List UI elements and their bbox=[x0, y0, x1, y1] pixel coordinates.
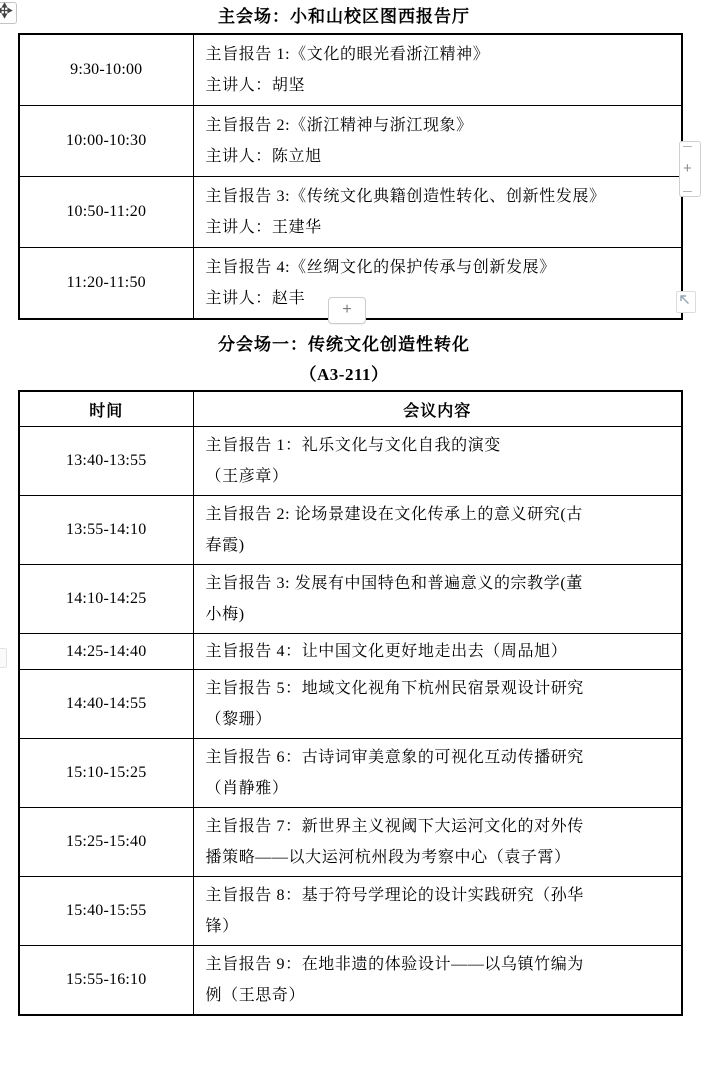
time-cell[interactable]: 14:40-14:55 bbox=[19, 670, 193, 739]
content-line: 主旨报告 9：在地非遗的体验设计——以乌镇竹编为 bbox=[205, 956, 584, 973]
content-line: 春霞) bbox=[205, 537, 245, 554]
content-line: （黎珊） bbox=[205, 711, 272, 728]
table-row bbox=[19, 808, 682, 877]
add-row-button[interactable] bbox=[328, 297, 366, 324]
content-cell[interactable] bbox=[193, 427, 682, 496]
col-header-time[interactable]: 时间 bbox=[19, 391, 193, 427]
content-cell[interactable] bbox=[193, 106, 682, 177]
time-cell[interactable]: 13:55-14:10 bbox=[19, 496, 193, 565]
content-line: 主旨报告 5：地域文化视角下杭州民宿景观设计研究 bbox=[205, 680, 584, 697]
content-cell[interactable] bbox=[193, 946, 682, 1016]
content-cell[interactable] bbox=[193, 34, 682, 106]
table-row bbox=[19, 565, 682, 634]
table-row bbox=[19, 427, 682, 496]
table-row bbox=[19, 106, 682, 177]
table-row bbox=[19, 739, 682, 808]
time-cell[interactable]: 14:10-14:25 bbox=[19, 565, 193, 634]
content-cell[interactable] bbox=[193, 634, 682, 670]
time-cell[interactable]: 9:30-10:00 bbox=[19, 34, 193, 106]
table-resize-handle[interactable] bbox=[676, 291, 696, 313]
time-cell[interactable]: 10:50-11:20 bbox=[19, 177, 193, 248]
content-cell[interactable] bbox=[193, 670, 682, 739]
time-cell[interactable]: 15:40-15:55 bbox=[19, 877, 193, 946]
content-line: 主旨报告 4:《丝绸文化的保护传承与创新发展》 bbox=[205, 259, 556, 276]
main-venue-title[interactable]: 主会场：小和山校区图西报告厅 bbox=[218, 7, 470, 26]
time-cell[interactable]: 13:40-13:55 bbox=[19, 427, 193, 496]
table-row bbox=[19, 496, 682, 565]
insert-column-control[interactable] bbox=[679, 141, 701, 197]
main-venue-table bbox=[18, 33, 683, 320]
content-line: 主旨报告 8：基于符号学理论的设计实践研究（孙华 bbox=[205, 887, 584, 904]
content-line: （肖静雅） bbox=[205, 780, 289, 797]
content-line: 主旨报告 7：新世界主义视阈下大运河文化的对外传 bbox=[205, 818, 584, 835]
table-row bbox=[19, 34, 682, 106]
time-cell[interactable]: 10:00-10:30 bbox=[19, 106, 193, 177]
arrow-up-left-icon bbox=[679, 293, 691, 311]
content-line: 主讲人：陈立旭 bbox=[205, 148, 322, 165]
insert-marker-icon bbox=[683, 191, 692, 192]
time-cell[interactable]: 15:10-15:25 bbox=[19, 739, 193, 808]
content-line: 主旨报告 1：礼乐文化与文化自我的演变 bbox=[205, 437, 501, 454]
table-row bbox=[19, 670, 682, 739]
content-line: 例（王思奇） bbox=[205, 987, 306, 1004]
table-row bbox=[19, 177, 682, 248]
time-cell[interactable]: 15:55-16:10 bbox=[19, 946, 193, 1016]
table-row bbox=[19, 634, 682, 670]
content-line: 主旨报告 2: 论场景建设在文化传承上的意义研究(古 bbox=[205, 506, 583, 523]
content-line: 主旨报告 4：让中国文化更好地走出去（周品旭） bbox=[205, 643, 568, 660]
content-line: 播策略——以大运河杭州段为考察中心（袁子霄） bbox=[205, 849, 571, 866]
session-one-title[interactable]: 分会场一：传统文化创造性转化 bbox=[218, 335, 470, 354]
content-line: （王彦章） bbox=[205, 468, 289, 485]
header-row bbox=[19, 391, 682, 427]
col-header-content[interactable]: 会议内容 bbox=[193, 391, 682, 427]
content-line: 主旨报告 3:《传统文化典籍创造性转化、创新性发展》 bbox=[205, 188, 606, 205]
content-cell[interactable] bbox=[193, 177, 682, 248]
content-line: 主旨报告 2:《浙江精神与浙江现象》 bbox=[205, 117, 473, 134]
content-line: 主旨报告 3: 发展有中国特色和普遍意义的宗教学(董 bbox=[205, 575, 583, 592]
content-cell[interactable] bbox=[193, 739, 682, 808]
content-cell[interactable] bbox=[193, 565, 682, 634]
content-line: 锋） bbox=[205, 918, 239, 935]
content-line: 小梅) bbox=[205, 606, 245, 623]
content-line: 主讲人：胡坚 bbox=[205, 77, 306, 94]
content-cell[interactable] bbox=[193, 496, 682, 565]
content-line: 主讲人：赵丰 bbox=[205, 290, 306, 307]
plus-icon: + bbox=[683, 160, 692, 177]
session-one-table bbox=[18, 390, 683, 1016]
insert-marker-icon bbox=[683, 146, 692, 147]
time-cell[interactable]: 14:25-14:40 bbox=[19, 634, 193, 670]
session-one-room[interactable]: （A3-211） bbox=[299, 365, 389, 384]
content-line: 主旨报告 1:《文化的眼光看浙江精神》 bbox=[205, 46, 490, 63]
content-line: 主旨报告 6：古诗词审美意象的可视化互动传播研究 bbox=[205, 749, 584, 766]
content-line: 主讲人：王建华 bbox=[205, 219, 322, 236]
content-cell[interactable] bbox=[193, 877, 682, 946]
time-cell[interactable]: 15:25-15:40 bbox=[19, 808, 193, 877]
plus-icon: + bbox=[342, 301, 352, 318]
time-cell[interactable]: 11:20-11:50 bbox=[19, 248, 193, 320]
content-cell[interactable] bbox=[193, 808, 682, 877]
row-insert-control[interactable] bbox=[0, 648, 7, 668]
table-row bbox=[19, 946, 682, 1016]
table-row bbox=[19, 877, 682, 946]
content-cell[interactable] bbox=[193, 248, 682, 320]
